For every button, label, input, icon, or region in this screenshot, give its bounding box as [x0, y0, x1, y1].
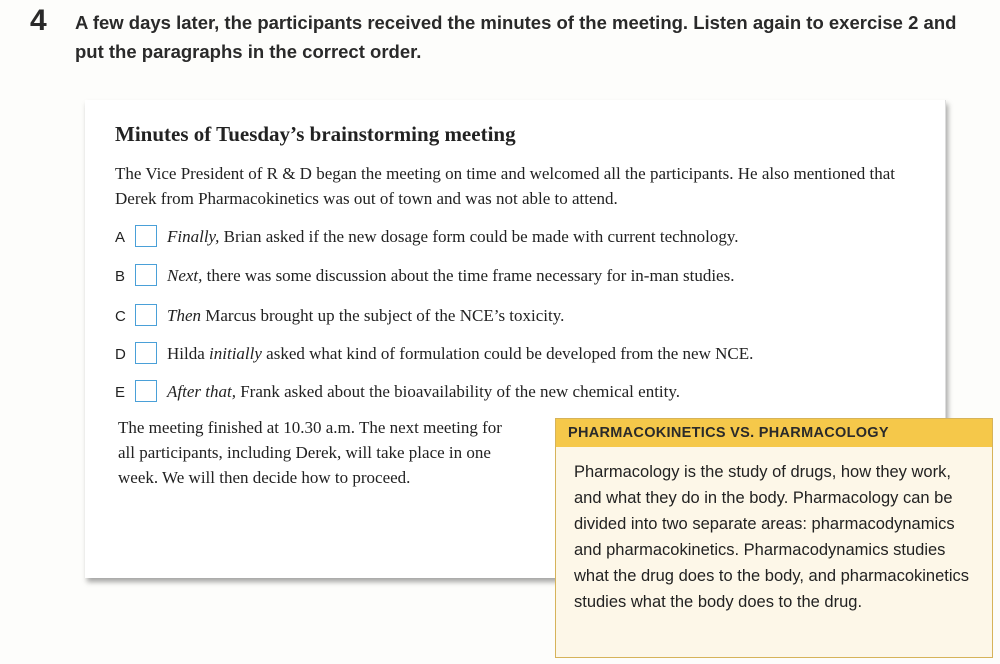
item-letter: E — [115, 384, 126, 401]
item-pre: Hilda — [167, 344, 210, 363]
item-letter: C — [115, 308, 126, 325]
minutes-title: Minutes of Tuesday’s brainstorming meeting — [115, 122, 516, 146]
exercise-instruction: A few days later, the participants received the minutes of the meeting. Listen again to exercise 2 and put the paragraphs in the correct order. — [75, 12, 957, 62]
exercise-number: 4 — [30, 4, 47, 37]
item-lead: Then — [167, 306, 201, 325]
item-lead: Next, — [167, 266, 203, 285]
order-checkbox-e[interactable] — [135, 380, 157, 402]
info-box-heading: PHARMACOKINETICS VS. PHARMACOLOGY — [556, 419, 992, 447]
order-item-e — [115, 379, 680, 405]
order-item-b — [115, 263, 734, 289]
item-text: Frank asked about the bioavailability of the new chemical entity. — [235, 382, 681, 401]
item-lead: Finally, — [167, 227, 220, 246]
order-checkbox-d[interactable] — [135, 342, 157, 364]
item-letter: D — [115, 346, 126, 363]
item-lead: initially — [209, 344, 262, 363]
minutes-intro: The Vice President of R & D began the meeting on time and welcomed all the participants. He also mentioned that Derek from Pharmacokinetics was out of town and was not able to attend. — [115, 164, 895, 208]
order-item-c — [115, 303, 564, 329]
item-text: there was some discussion about the time frame necessary for in-man studies. — [202, 266, 735, 285]
item-letter: A — [115, 229, 126, 246]
order-checkbox-c[interactable] — [135, 304, 157, 326]
order-item-d — [115, 341, 753, 367]
info-box — [555, 418, 993, 658]
order-checkbox-a[interactable] — [135, 225, 157, 247]
order-item-a — [115, 224, 739, 250]
minutes-closing: The meeting finished at 10.30 a.m. The next meeting for all participants, including Derek, will take place in one week. We will then decide how to proceed. — [118, 418, 502, 487]
item-text: Brian asked if the new dosage form could be made with current technology. — [219, 227, 739, 246]
info-box-body: Pharmacology is the study of drugs, how they work, and what they do in the body. Pharmacology can be divided into two separate areas: pharmacodynamics and pharmacokinetics. Pharmacodynamics studies what the drug does to the body, and pharmacokinetics studies what the body does to the drug. — [574, 463, 970, 611]
item-letter: B — [115, 268, 126, 285]
item-text: asked what kind of formulation could be developed from the new NCE. — [261, 344, 754, 363]
item-text: Marcus brought up the subject of the NCE’s toxicity. — [201, 306, 565, 325]
item-lead: After that, — [167, 382, 236, 401]
order-checkbox-b[interactable] — [135, 264, 157, 286]
